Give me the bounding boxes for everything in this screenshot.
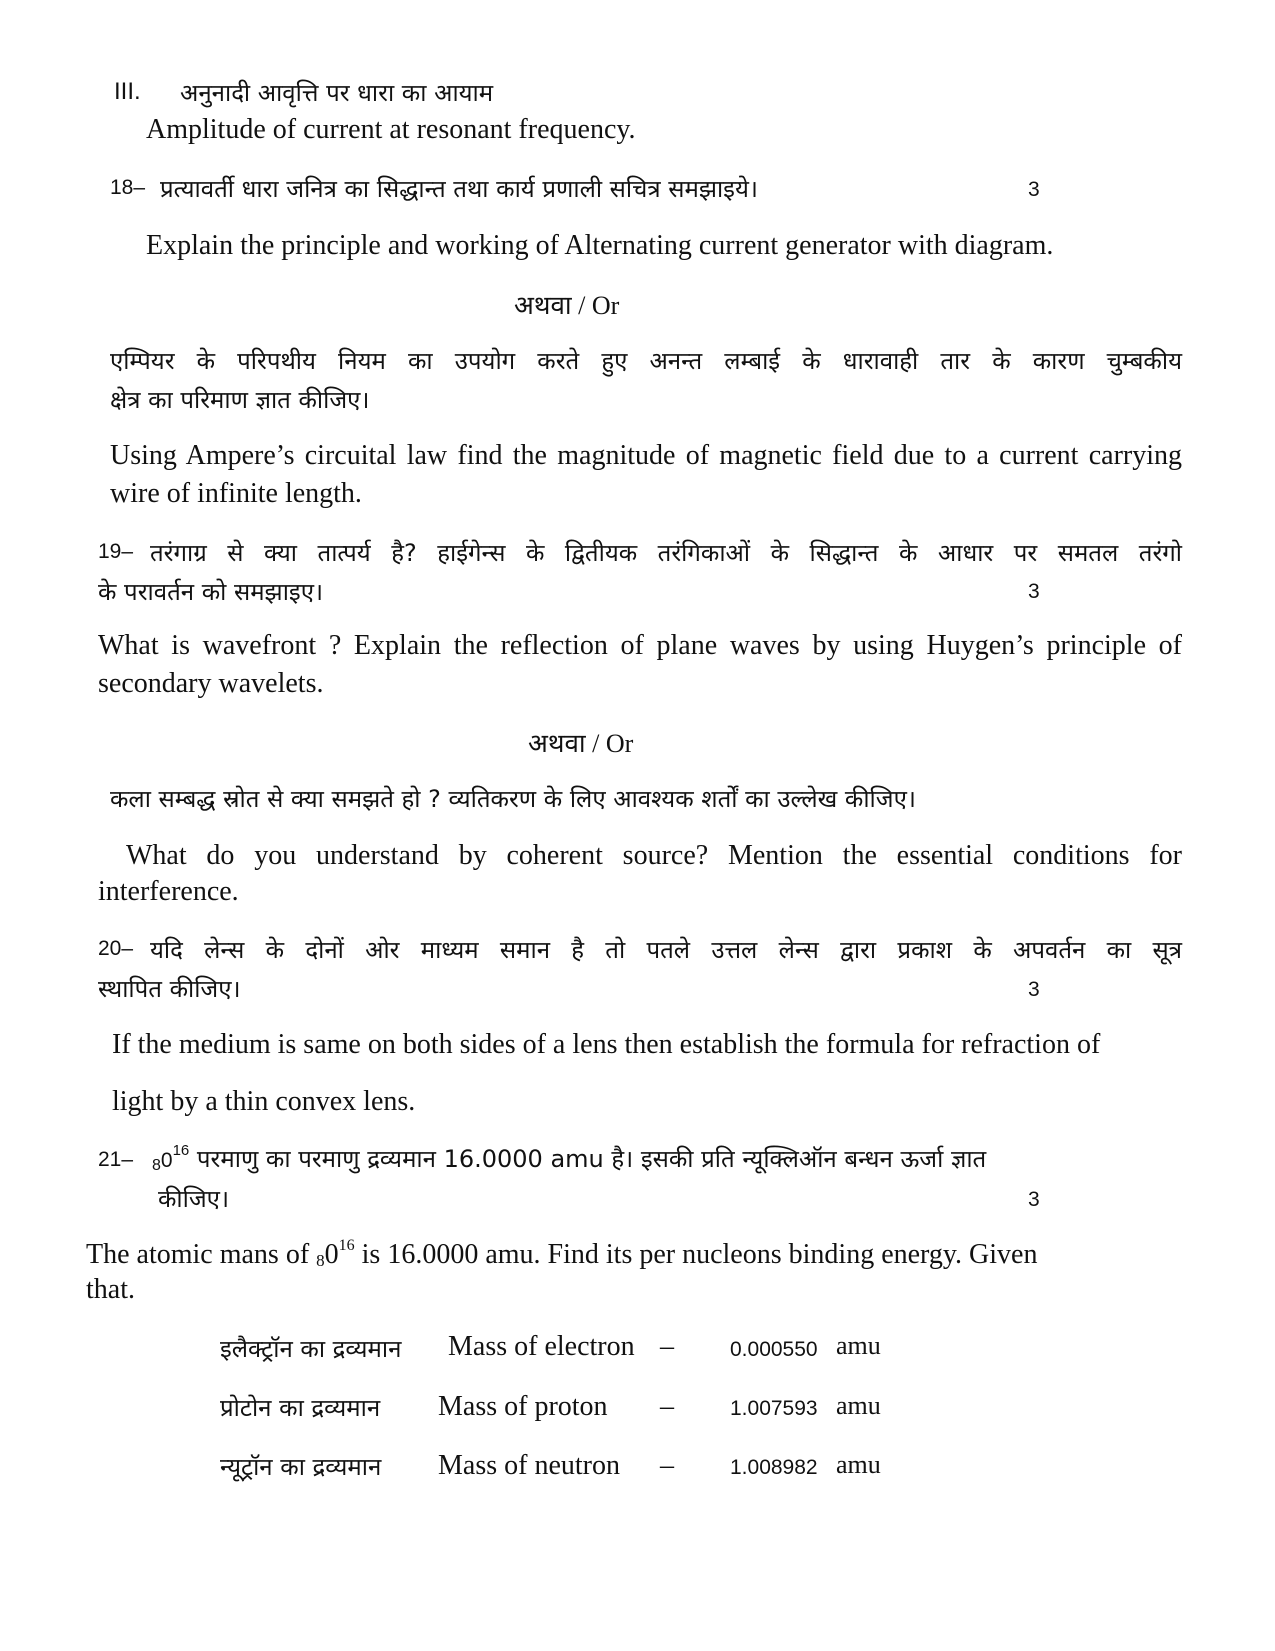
isotope-atomic-number: 8 [152,1157,161,1174]
given-row-hindi: इलैक्ट्रॉन का द्रव्यमान [220,1335,402,1363]
given-row-unit: amu [836,1450,881,1479]
sub-question-number: III. [114,78,141,105]
question-18-alt-hindi-line1: एम्पियर के परिपथीय नियम का उपयोग करते हुए अनन्त लम्बाई के धारावाही तार के कारण चुम्बकीय [110,347,1182,375]
given-row-dash: – [660,1391,674,1422]
question-21-english-post: is 16.0000 amu. Find its per nucleons binding energy. Given [361,1239,1038,1270]
question-18-alt-hindi-line2: क्षेत्र का परिमाण ज्ञात कीजिए। [110,386,370,414]
question-21-english-line1 [86,1237,1037,1271]
question-18-english: Explain the principle and working of Alternating current generator with diagram. [146,230,1054,261]
given-row-value: 0.000550 [730,1338,818,1361]
question-21-hindi-text: परमाणु का परमाणु द्रव्यमान 16.0000 amu है। इसकी प्रति न्यूक्लिऑन बन्धन ऊर्जा ज्ञात [196,1145,987,1173]
question-21-marks: 3 [1028,1188,1040,1211]
question-20-english-line1: If the medium is same on both sides of a lens then establish the formula for refraction of [112,1029,1101,1060]
sub-question-english: Amplitude of current at resonant frequency. [146,114,636,145]
given-row-value: 1.007593 [730,1397,818,1420]
given-row-hindi: प्रोटोन का द्रव्यमान [220,1394,381,1422]
question-20-marks: 3 [1028,978,1040,1001]
sub-question-hindi: अनुनादी आवृत्ति पर धारा का आयाम [180,79,494,107]
question-19-alt-hindi: कला सम्बद्ध स्रोत से क्या समझते हो ? व्यतिकरण के लिए आवश्यक शर्तों का उल्लेख कीजिए। [110,785,916,813]
question-21-english-line2: that. [86,1274,135,1305]
isotope-mass-number: 16 [338,1237,355,1254]
given-row-english: Mass of neutron [438,1450,620,1481]
question-18-alt-english-line2: wire of infinite length. [110,478,362,509]
question-19-english-line2: secondary wavelets. [98,668,324,699]
question-20-hindi-line2: स्थापित कीजिए। [98,975,241,1003]
question-19-marks: 3 [1028,580,1040,603]
given-row-unit: amu [836,1391,881,1420]
question-20-english-line2: light by a thin convex lens. [112,1086,416,1117]
given-row-value: 1.008982 [730,1456,818,1479]
question-18-hindi: प्रत्यावर्ती धारा जनित्र का सिद्धान्त तथा कार्य प्रणाली सचित्र समझाइये। [160,175,758,203]
isotope-mass-number: 16 [172,1142,190,1159]
or-separator: अथवा / Or [528,729,634,758]
question-20-hindi-line1: यदि लेन्स के दोनों ओर माध्यम समान है तो पतले उत्तल लेन्स द्वारा प्रकाश के अपवर्तन का सूत्र [150,936,1182,964]
question-18-alt-english-line1: Using Ampere’s circuital law find the magnitude of magnetic field due to a current carrying [110,440,1182,471]
or-separator: अथवा / Or [514,291,620,320]
given-row-hindi: न्यूट्रॉन का द्रव्यमान [220,1453,382,1481]
question-21-hindi-line2: कीजिए। [158,1185,230,1213]
question-19-number: 19– [98,540,134,563]
isotope-symbol: 0 [324,1239,339,1270]
question-19-english-line1: What is wavefront ? Explain the reflection of plane waves by using Huygen’s principle of [98,630,1182,661]
question-20-number: 20– [98,937,134,960]
given-row-english: Mass of proton [438,1391,608,1422]
given-row-dash: – [660,1450,674,1481]
question-18-number: 18– [110,176,146,199]
question-19-alt-english-line2: interference. [98,876,239,907]
isotope-atomic-number: 8 [316,1251,325,1270]
question-21-english-pre: The atomic mans of [86,1239,310,1270]
given-row-dash: – [660,1331,674,1362]
question-21-hindi-line1 [152,1142,986,1175]
given-row-english: Mass of electron [448,1331,635,1362]
question-19-hindi-line2: के परावर्तन को समझाइए। [98,578,324,606]
question-19-alt-english-line1: What do you understand by coherent source? Mention the essential conditions for [126,840,1182,871]
given-row-unit: amu [836,1331,881,1360]
question-18-marks: 3 [1028,178,1040,201]
question-21-number: 21– [98,1148,134,1171]
isotope-symbol: 0 [160,1149,173,1172]
question-19-hindi-line1: तरंगाग्र से क्या तात्पर्य है? हाईगेन्स के द्वितीयक तरंगिकाओं के सिद्धान्त के आधार पर समतल तरंगो [150,539,1182,567]
